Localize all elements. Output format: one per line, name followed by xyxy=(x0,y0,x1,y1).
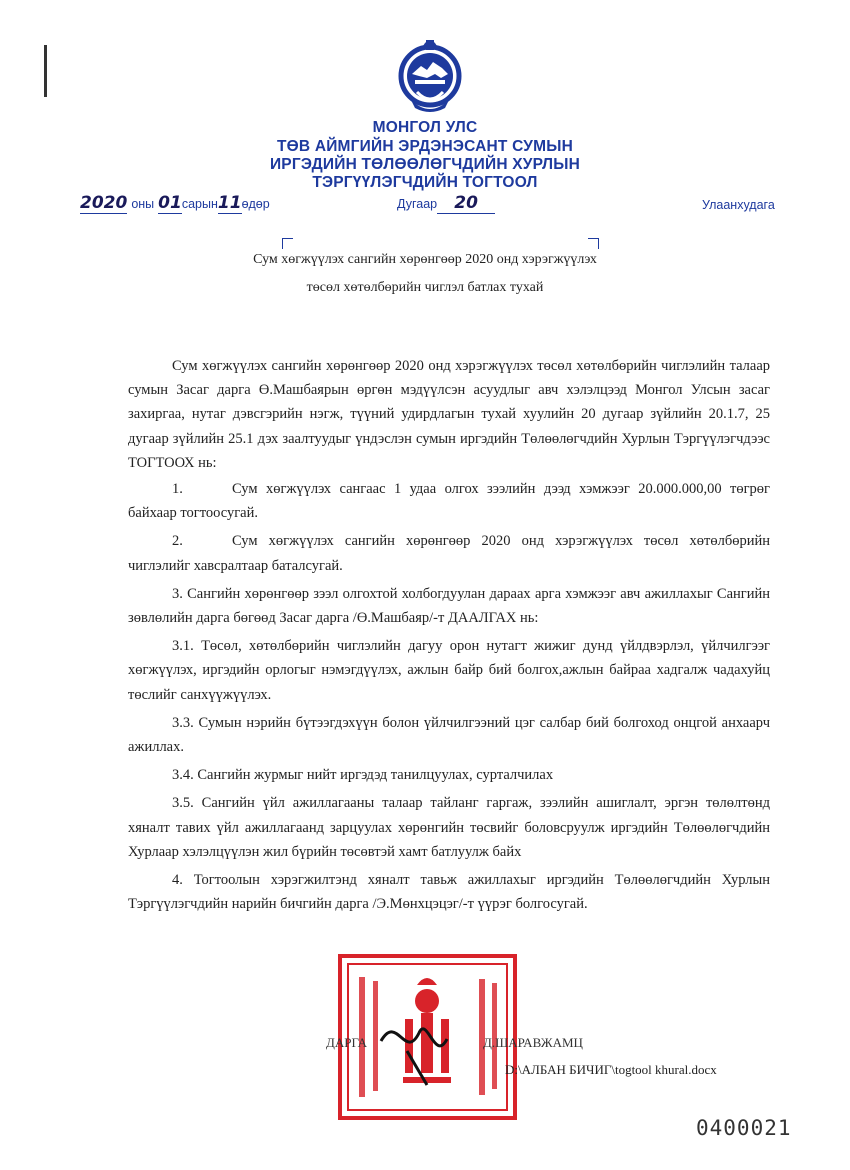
state-emblem-icon xyxy=(397,32,463,114)
item-1 xyxy=(128,477,770,525)
file-path: D:\АЛБАН БИЧИГ\togtool khural.docx xyxy=(505,1062,717,1077)
item-3-5: 3.5. Сангийн үйл ажиллагааны талаар тайланг гаргаж, зээлийн ашиглалт, эргэн төлөлтөнд хяналт тавих үйл ажиллагаанд зарцуулах хөрөнгийн төсвийг боловсруулж иргэдийн Төлөөлөгчдийн Хурлаар хэлэлцүүлэн жил бүрийн төсөвтэй хамт батлуулж байх xyxy=(128,795,770,860)
intro-paragraph: Сум хөгжүүлэх сангийн хөрөнгөөр 2020 онд хэрэгжүүлэх төсөл хөтөлбөрийн чиглэлийн талаар сумын Засаг дарга Ө.Машбаярын өргөн мэдүүлсэн асуудлыг авч хэлэлцээд Монгол Улсын засаг захиргаа, нутаг дэвсгэрийн нэгж, түүний удирдлагын тухай хуулийн 20 дугаар зүйлийн 20.1.7, 25 дугаар зүйлийн 25.1 дэх заалтуудыг үндэслэн сумын иргэдийн Төлөөлөгчдийн Хурлын Тэргүүлэгчдээс ТОГТООХ нь: xyxy=(128,358,770,471)
item-3-1: 3.1. Төсөл, хөтөлбөрийн чиглэлийн дагуу орон нутагт жижиг дунд үйлдвэрлэл, үйлчилгээг хөгжүүлэх, иргэдийн орлогыг нэмэгдүүлэх, ажлын байр бий болгох,ажлын байраа хадгалж чадахуйц төслийг санхүүжүүлэх. xyxy=(128,638,770,703)
date-month: 01 xyxy=(158,193,182,213)
item-2-number: 2. xyxy=(172,533,183,550)
corner-mark-right xyxy=(588,238,599,249)
header-doc-type: ТЭРГҮҮЛЭГЧДИЙН ТОГТООЛ xyxy=(312,174,538,191)
date-month-label: сарын xyxy=(181,197,218,211)
signatory-name: Д.ШАРАВЖАМЦ xyxy=(483,1035,583,1050)
header-council: ИРГЭДИЙН ТӨЛӨӨЛӨГЧДИЙН ХУРЛЫН xyxy=(269,156,581,173)
item-1-number: 1. xyxy=(172,481,183,498)
header-country: МОНГОЛ УЛС xyxy=(372,119,478,136)
item-3: 3. Сангийн хөрөнгөөр зээл олгохтой холбогдуулан дараах арга хэмжээг авч ажиллахыг Сангийн зөвлөлийн дарга бөгөөд Засаг дарга /Ө.Машбаяр/-т ДААЛГАХ нь: xyxy=(128,585,770,627)
document-serial-number: 0400021 xyxy=(696,1116,792,1140)
date-day: 11 xyxy=(217,193,242,213)
resolution-body xyxy=(128,354,770,916)
header-soum: ТӨВ АЙМГИЙН ЭРДЭНЭСАНТ СУМЫН xyxy=(277,138,573,155)
item-2 xyxy=(128,529,770,577)
resolution-title-line1: Сум хөгжүүлэх сангийн хөрөнгөөр 2020 онд хэрэгжүүлэх xyxy=(253,252,597,267)
place-name: Улаанхудага xyxy=(702,198,775,212)
date-day-label: өдөр xyxy=(241,197,270,211)
item-2-text: Сум хөгжүүлэх сангийн хөрөнгөөр 2020 онд хэрэгжүүлэх төсөл хөтөлбөрийн чиглэлийг хавсралтаар баталсугай. xyxy=(128,533,770,574)
date-year: 2020 xyxy=(80,193,128,213)
signatory-role: ДАРГА xyxy=(326,1035,367,1050)
date-year-label: оны xyxy=(131,197,155,211)
margin-mark xyxy=(44,45,47,97)
date-line xyxy=(80,193,270,214)
item-3-3: 3.3. Сумын нэрийн бүтээгдэхүүн болон үйлчилгээний цэг салбар бий болгоход онцгой анхаарч ажиллах. xyxy=(128,714,770,756)
doc-number-label: Дугаар xyxy=(397,197,438,211)
item-4: 4. Тогтоолын хэрэгжилтэнд хяналт тавьж ажиллахыг иргэдийн Төлөөлөгчдийн Хурлын Тэргүүлэгчдийн нарийн бичгийн дарга /Э.Мөнхцэцэг/-т үүрэг болгосугай. xyxy=(128,872,770,913)
item-1-text: Сум хөгжүүлэх сангаас 1 удаа олгох зээлийн дээд хэмжээг 20.000.000,00 төгрөг байхаар тогтоосугай. xyxy=(128,481,770,522)
corner-mark-left xyxy=(282,238,293,249)
doc-number-value: 20 xyxy=(454,193,478,213)
doc-number-line xyxy=(397,193,495,214)
item-3-4: 3.4. Сангийн журмыг нийт иргэдэд танилцуулах, сурталчилах xyxy=(172,767,554,784)
resolution-title-line2: төсөл хөтөлбөрийн чиглэл батлах тухай xyxy=(306,280,544,295)
